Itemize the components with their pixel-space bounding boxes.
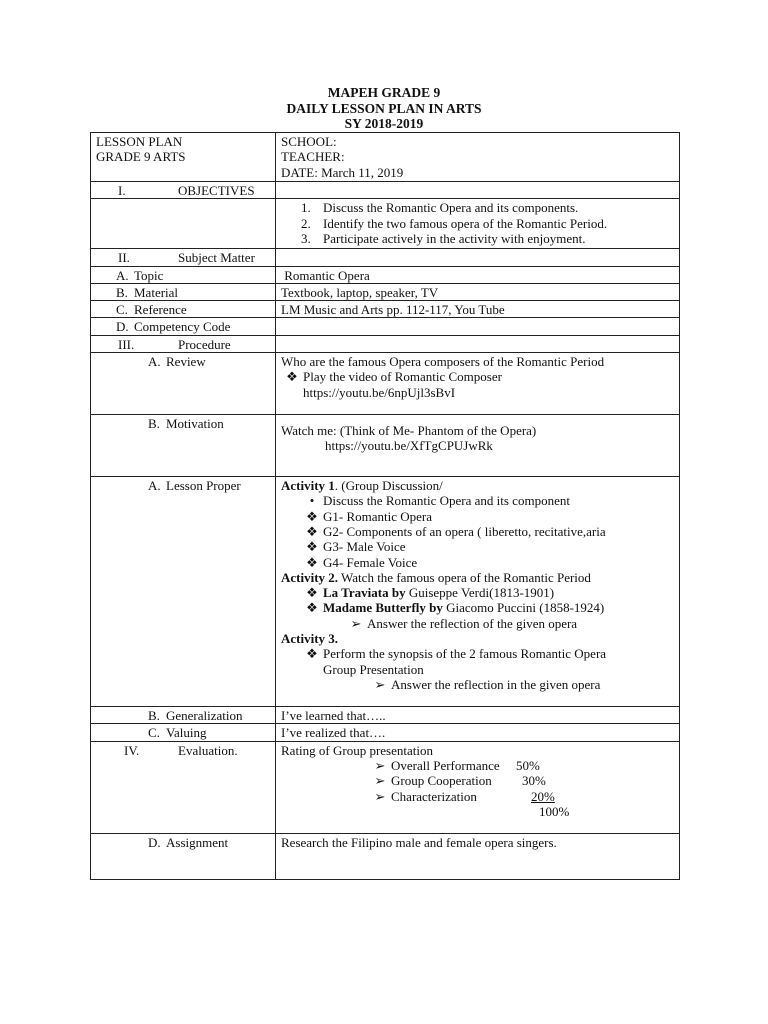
table-row	[91, 335, 680, 352]
lesson-proper-label-cell	[91, 477, 276, 707]
material-value-cell	[276, 283, 680, 300]
review-question: Who are the famous Opera composers of the Romantic Period	[281, 354, 605, 370]
objective-text: Identify the two famous opera of the Romantic Period.	[323, 215, 608, 231]
table-row	[91, 283, 680, 300]
letter-marker: C.	[116, 302, 128, 318]
list-item	[281, 493, 674, 508]
topic-value: Romantic Opera	[284, 267, 370, 283]
topic-value-cell	[276, 266, 680, 283]
list-item	[281, 555, 674, 570]
material-label: Material	[134, 284, 179, 300]
list-item-text: Discuss the Romantic Opera and its component	[323, 493, 570, 509]
criterion-label: Characterization	[391, 788, 477, 804]
opera-title: Madame Butterfly by	[323, 600, 443, 616]
review-content-cell	[276, 353, 680, 415]
letter-marker: C.	[148, 725, 160, 741]
assignment-value-cell	[276, 833, 680, 879]
four-diamond-bullet-icon: ❖	[306, 523, 318, 539]
letter-marker: B.	[116, 284, 128, 300]
empty-cell	[276, 335, 680, 352]
activity-3-heading: Activity 3.	[281, 631, 339, 647]
table-row	[91, 249, 680, 266]
lesson-plan-label: LESSON PLAN	[96, 134, 183, 149]
table-row	[91, 182, 680, 199]
table-row	[91, 833, 680, 879]
list-item	[281, 539, 674, 554]
criterion-label: Overall Performance	[391, 757, 500, 773]
review-label: Review	[166, 354, 206, 370]
table-row	[91, 724, 680, 741]
objective-text: Discuss the Romantic Opera and its components.	[323, 200, 579, 216]
opera-composer: Guiseppe Verdi(1813-1901)	[405, 585, 555, 601]
total-weight: 100%	[539, 803, 570, 819]
reference-value-cell	[276, 301, 680, 318]
criterion-weight: 20%	[531, 788, 555, 804]
motivation-content-cell	[276, 415, 680, 477]
list-item	[281, 646, 674, 661]
four-diamond-bullet-icon: ❖	[286, 369, 298, 385]
roman-numeral: I.	[118, 183, 126, 198]
group-task: G1- Romantic Opera	[323, 508, 433, 524]
list-item-text: Perform the synopsis of the 2 famous Romantic Opera	[323, 646, 607, 662]
school-field: SCHOOL:	[281, 134, 337, 149]
generalization-label-cell	[91, 707, 276, 724]
objectives-list-cell	[276, 199, 680, 249]
table-row	[91, 707, 680, 724]
list-item	[281, 789, 674, 804]
four-diamond-bullet-icon: ❖	[306, 585, 318, 601]
competency-code-label-cell	[91, 318, 276, 335]
activity-description: Watch the famous opera of the Romantic Period	[338, 569, 591, 585]
objectives-heading: OBJECTIVES	[178, 183, 255, 198]
letter-marker: B.	[148, 416, 160, 432]
arrowhead-bullet-icon: ➢	[374, 676, 386, 692]
four-diamond-bullet-icon: ❖	[306, 539, 318, 555]
group-task: G3- Male Voice	[323, 539, 406, 555]
procedure-heading-cell	[91, 335, 276, 352]
group-task: G4- Female Voice	[323, 554, 418, 570]
reference-value: LM Music and Arts pp. 112-117, You Tube	[281, 302, 505, 318]
generalization-value-cell	[276, 707, 680, 724]
list-item	[281, 509, 674, 524]
lesson-proper-label: Lesson Proper	[166, 478, 241, 494]
assignment-label-cell	[91, 833, 276, 879]
evaluation-heading-cell	[91, 741, 276, 833]
list-item	[281, 585, 674, 600]
empty-cell	[276, 182, 680, 199]
letter-marker: A.	[148, 354, 161, 370]
letter-marker: D.	[148, 834, 161, 850]
subject-matter-heading-cell	[91, 249, 276, 266]
competency-code-label: Competency Code	[134, 319, 231, 335]
list-item	[281, 524, 674, 539]
arrowhead-bullet-icon: ➢	[374, 757, 386, 773]
activity-description: . (Group Discussion/	[334, 478, 443, 494]
review-instruction: Play the video of Romantic Composer	[303, 369, 502, 385]
opera-title: La Traviata by	[323, 585, 406, 601]
lesson-plan-table	[90, 132, 680, 880]
roman-numeral: II.	[118, 250, 130, 266]
activity-1-heading	[281, 478, 674, 493]
table-row	[91, 133, 680, 182]
four-diamond-bullet-icon: ❖	[306, 508, 318, 524]
empty-cell	[276, 318, 680, 335]
list-item	[281, 231, 674, 246]
evaluation-content-cell	[276, 741, 680, 833]
arrowhead-bullet-icon: ➢	[374, 788, 386, 804]
reference-label: Reference	[134, 302, 187, 318]
motivation-label-cell	[91, 415, 276, 477]
generalization-label: Generalization	[166, 708, 243, 724]
list-item	[281, 677, 674, 692]
list-number: 2.	[301, 215, 311, 231]
list-item	[281, 600, 674, 615]
table-row	[91, 199, 680, 249]
list-item-text: Answer the reflection in the given opera	[391, 676, 601, 692]
objectives-heading-cell	[91, 182, 276, 199]
objective-text: Participate actively in the activity with enjoyment.	[323, 230, 586, 246]
teacher-field: TEACHER:	[281, 149, 345, 165]
subject-matter-heading: Subject Matter	[178, 250, 255, 266]
header-school-year: SY 2018-2019	[344, 116, 424, 131]
letter-marker: D.	[116, 319, 129, 335]
table-row	[91, 415, 680, 477]
criterion-label: Group Cooperation	[391, 773, 492, 789]
arrowhead-bullet-icon: ➢	[350, 615, 362, 631]
evaluation-intro: Rating of Group presentation	[281, 742, 433, 758]
four-diamond-bullet-icon: ❖	[306, 646, 318, 662]
list-item	[281, 616, 674, 631]
list-item	[281, 200, 674, 215]
empty-cell	[91, 199, 276, 249]
table-row	[91, 477, 680, 707]
table-row	[91, 741, 680, 833]
roman-numeral: III.	[118, 336, 135, 352]
lesson-proper-content-cell	[276, 477, 680, 707]
activity-label: Activity 2.	[281, 569, 339, 585]
letter-marker: A.	[148, 478, 161, 494]
reference-label-cell	[91, 301, 276, 318]
valuing-value: I’ve realized that….	[281, 725, 386, 741]
date-field: DATE: March 11, 2019	[281, 164, 404, 180]
material-label-cell	[91, 283, 276, 300]
criterion-weight: 50%	[516, 757, 540, 773]
group-task: G2- Components of an opera ( liberetto, recitative,aria	[323, 523, 606, 539]
list-item	[281, 369, 674, 384]
header-title: DAILY LESSON PLAN IN ARTS	[286, 100, 482, 116]
school-info-cell	[276, 133, 680, 182]
review-label-cell	[91, 353, 276, 415]
opera-composer: Giacomo Puccini (1858-1924)	[442, 600, 605, 616]
table-row	[91, 353, 680, 415]
letter-marker: A.	[116, 267, 129, 283]
list-item-text: Group Presentation	[323, 661, 424, 677]
table-row	[91, 301, 680, 318]
motivation-text: Watch me: (Think of Me- Phantom of the Opera)	[281, 423, 537, 439]
four-diamond-bullet-icon: ❖	[306, 600, 318, 616]
valuing-value-cell	[276, 724, 680, 741]
generalization-value: I’ve learned that…..	[281, 708, 386, 724]
letter-marker: B.	[148, 708, 160, 724]
four-diamond-bullet-icon: ❖	[306, 554, 318, 570]
criterion-weight: 30%	[522, 773, 546, 789]
lesson-plan-label-cell	[91, 133, 276, 182]
list-item	[281, 773, 674, 788]
assignment-label: Assignment	[166, 834, 229, 850]
list-item	[281, 758, 674, 773]
list-item	[281, 216, 674, 231]
list-item-text: Answer the reflection of the given opera	[367, 615, 578, 631]
table-row	[91, 266, 680, 283]
assignment-value: Research the Filipino male and female opera singers.	[281, 834, 557, 850]
material-value: Textbook, laptop, speaker, TV	[281, 284, 439, 300]
evaluation-heading: Evaluation.	[178, 742, 238, 758]
list-number: 3.	[301, 230, 311, 246]
motivation-video-link: https://youtu.be/XfTgCPUJwRk	[325, 438, 493, 454]
topic-label-cell	[91, 266, 276, 283]
roman-numeral: IV.	[124, 742, 140, 758]
header-subject: MAPEH GRADE 9	[327, 85, 441, 100]
table-row	[91, 318, 680, 335]
document-header	[0, 85, 768, 132]
motivation-label: Motivation	[166, 416, 224, 432]
round-bullet-icon: •	[309, 493, 315, 509]
empty-cell	[276, 249, 680, 266]
grade-label: GRADE 9 ARTS	[96, 149, 186, 165]
topic-label: Topic	[134, 267, 164, 283]
review-video-link: https://youtu.be/6npUjl3sBvI	[303, 384, 456, 400]
arrowhead-bullet-icon: ➢	[374, 773, 386, 789]
valuing-label-cell	[91, 724, 276, 741]
procedure-heading: Procedure	[178, 336, 231, 352]
activity-label: Activity 1	[281, 478, 335, 494]
activity-2-heading	[281, 570, 674, 585]
list-number: 1.	[301, 200, 311, 216]
valuing-label: Valuing	[166, 725, 207, 741]
